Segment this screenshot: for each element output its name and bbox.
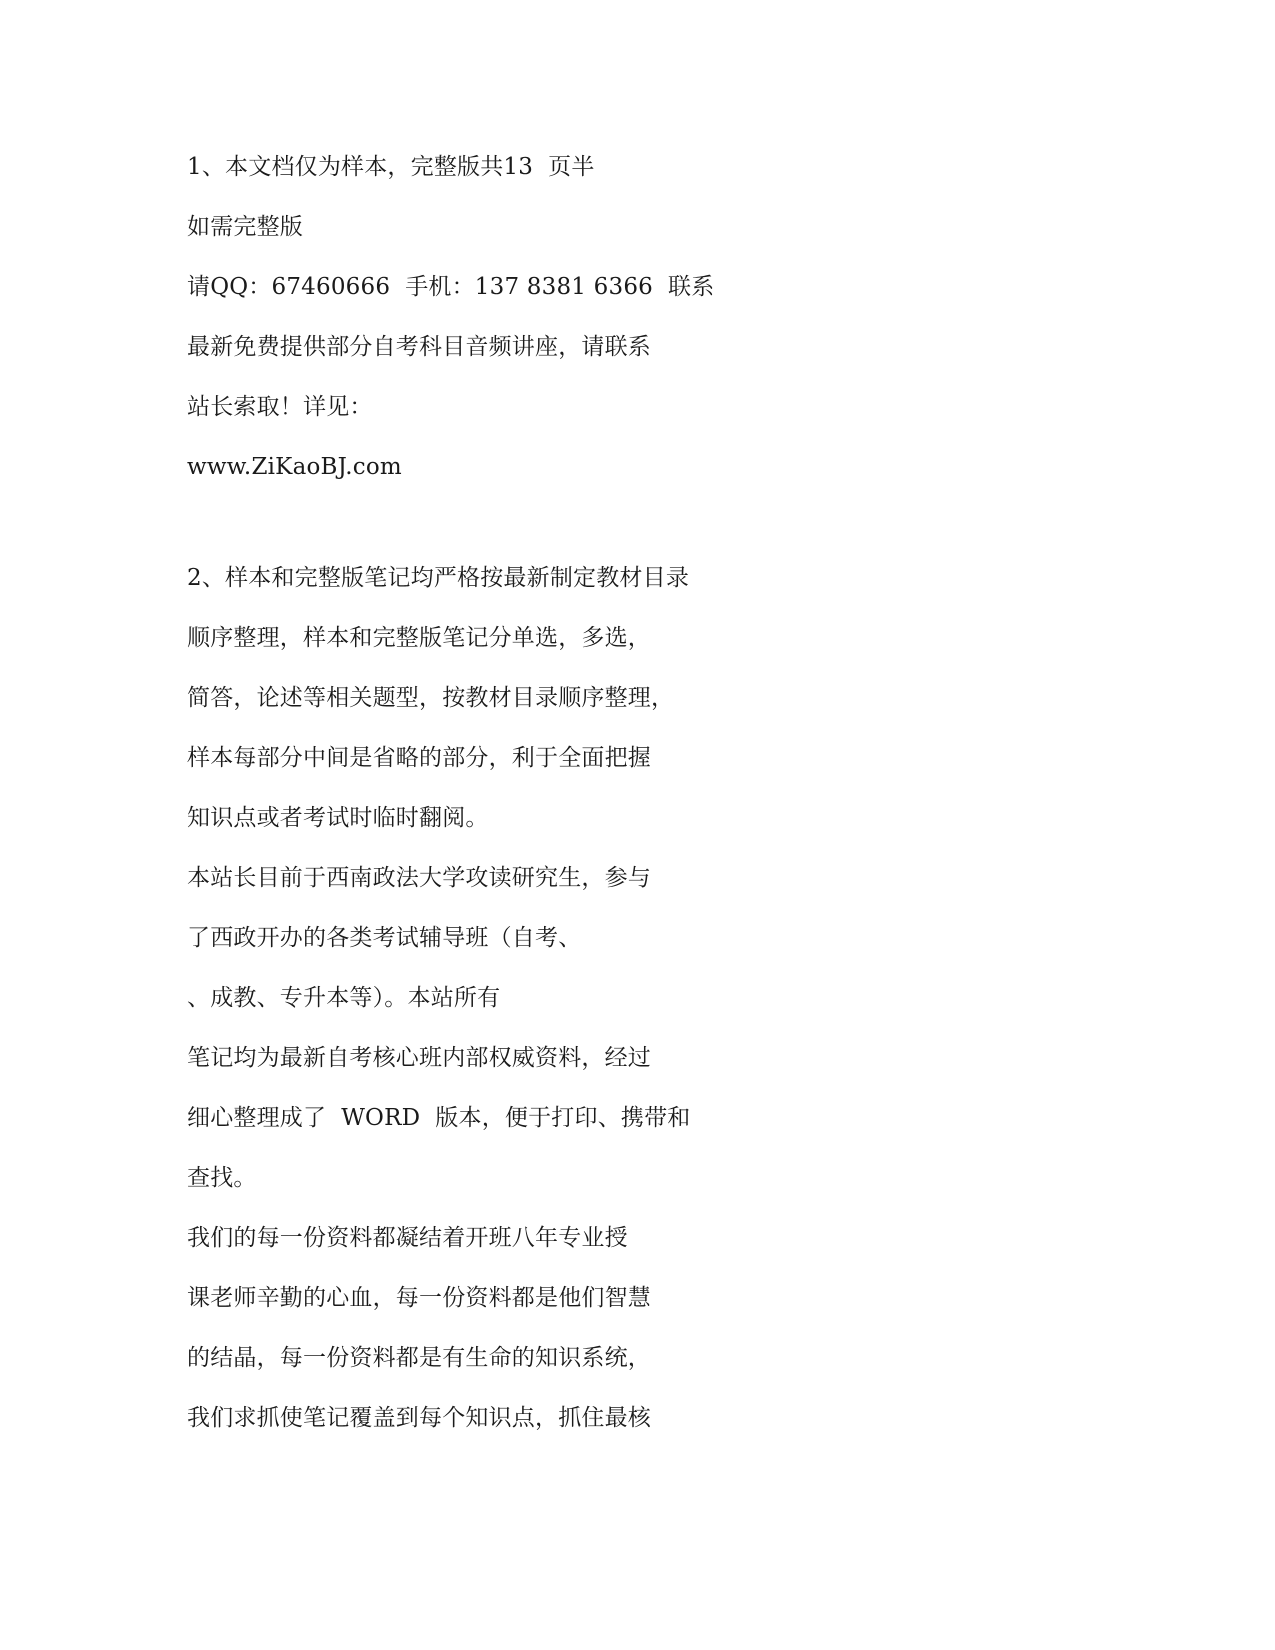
text-line: 如需完整版 <box>187 214 303 240</box>
text-line: 顺序整理，样本和完整版笔记分单选，多选， <box>187 625 651 651</box>
text-line: 请QQ：67460666 手机：137 8381 6366 联系 <box>187 274 715 300</box>
text-line: 我们求抓使笔记覆盖到每个知识点，抓住最核 <box>187 1405 651 1431</box>
text-line: 样本每部分中间是省略的部分，利于全面把握 <box>187 745 651 771</box>
text-line: 简答，论述等相关题型，按教材目录顺序整理， <box>187 685 675 711</box>
text-line: 2、样本和完整版笔记均严格按最新制定教材目录 <box>187 565 690 591</box>
text-line: 细心整理成了 WORD 版本，便于打印、携带和 <box>187 1105 691 1131</box>
text-line: 本站长目前于西南政法大学攻读研究生，参与 <box>187 865 651 891</box>
text-line: 、成教、专升本等）。本站所有 <box>187 985 501 1011</box>
text-line: 站长索取！详见： <box>187 394 373 420</box>
text-line: 知识点或者考试时临时翻阅。 <box>187 805 489 831</box>
text-line: 课老师辛勤的心血，每一份资料都是他们智慧 <box>187 1285 651 1311</box>
text-line: 查找。 <box>187 1165 257 1191</box>
text-line: 1、本文档仅为样本，完整版共13 页半 <box>187 154 595 180</box>
text-line: 了西政开办的各类考试辅导班（自考、 <box>187 925 582 951</box>
website-url: www.ZiKaoBJ.com <box>187 454 402 480</box>
text-line: 笔记均为最新自考核心班内部权威资料，经过 <box>187 1045 651 1071</box>
text-line: 的结晶，每一份资料都是有生命的知识系统， <box>187 1345 651 1371</box>
text-line: 我们的每一份资料都凝结着开班八年专业授 <box>187 1225 628 1251</box>
text-line: 最新免费提供部分自考科目音频讲座，请联系 <box>187 334 651 360</box>
